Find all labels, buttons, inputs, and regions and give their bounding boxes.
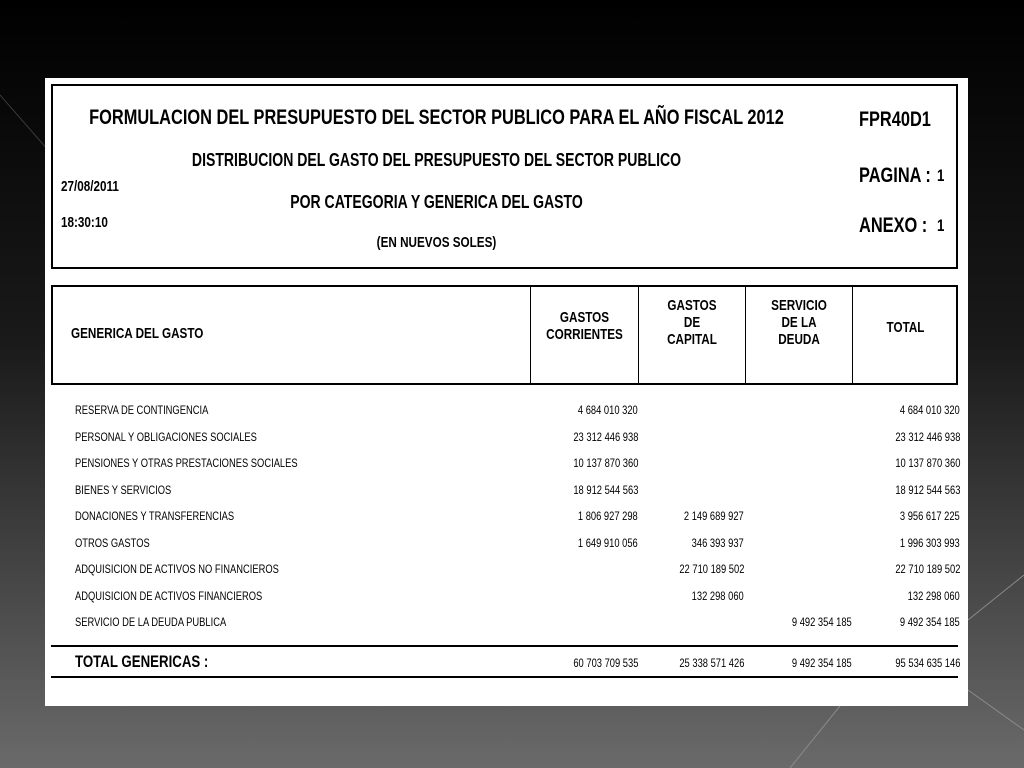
column-header-capital: GASTOS DE CAPITAL: [667, 297, 717, 348]
report-subtitle-3: (EN NUEVOS SOLES): [376, 234, 497, 251]
table-row: [45, 456, 968, 476]
row-value-total: 4 684 010 320: [900, 403, 960, 417]
row-label: PENSIONES Y OTRAS PRESTACIONES SOCIALES: [75, 456, 298, 470]
report-page: [45, 78, 968, 706]
table-row: [45, 403, 968, 423]
page-label: PAGINA :: [859, 164, 931, 187]
column-header-current: GASTOS CORRIENTES: [546, 309, 623, 343]
row-label: OTROS GASTOS: [75, 535, 150, 550]
totals-label: TOTAL GENERICAS :: [75, 652, 209, 671]
row-label: ADQUISICION DE ACTIVOS FINANCIEROS: [75, 588, 263, 603]
row-value-total: 23 312 446 938: [894, 429, 960, 444]
report-date: 27/08/2011: [61, 178, 119, 195]
annex-label: ANEXO :: [859, 214, 928, 237]
row-value-debt: 9 492 354 185: [792, 615, 852, 629]
row-value-capital: 2 149 689 927: [684, 509, 744, 523]
report-subtitle-1: DISTRIBUCION DEL GASTO DEL PRESUPUESTO DEL SECTOR PUBLICO: [191, 150, 682, 170]
row-value-total: 9 492 354 185: [900, 615, 960, 629]
report-title: FORMULACION DEL PRESUPUESTO DEL SECTOR PUBLICO PARA EL AÑO FISCAL 2012: [89, 106, 784, 129]
table-row: [45, 483, 968, 503]
row-label: DONACIONES Y TRANSFERENCIAS: [75, 509, 235, 523]
totals-debt: 9 492 354 185: [792, 656, 852, 670]
column-header-generic: GENERICA DEL GASTO: [71, 325, 204, 342]
row-value-total: 3 956 617 225: [900, 509, 960, 523]
total-separator-top: [51, 645, 958, 647]
row-value-total: 18 912 544 563: [894, 482, 960, 497]
table-row: [45, 589, 968, 609]
row-value-capital: 132 298 060: [691, 588, 744, 603]
column-divider: [745, 287, 746, 383]
row-label: BIENES Y SERVICIOS: [75, 482, 172, 497]
table-row: [45, 430, 968, 450]
row-value-capital: 346 393 937: [691, 535, 744, 550]
report-time: 18:30:10: [61, 214, 108, 231]
column-divider: [530, 287, 531, 383]
report-header-box: [51, 84, 958, 269]
column-header-box: [51, 285, 958, 385]
column-header-debt: SERVICIO DE LA DEUDA: [771, 297, 827, 348]
table-row: [45, 615, 968, 635]
row-value-total: 132 298 060: [907, 588, 960, 603]
row-value-total: 22 710 189 502: [894, 562, 960, 576]
row-value-current: 10 137 870 360: [572, 456, 638, 470]
report-code: FPR40D1: [859, 108, 931, 131]
column-header-total: TOTAL: [886, 319, 925, 336]
row-label: ADQUISICION DE ACTIVOS NO FINANCIEROS: [75, 562, 279, 576]
row-value-total: 1 996 303 993: [900, 535, 960, 550]
row-value-current: 23 312 446 938: [572, 429, 638, 444]
column-divider: [852, 287, 853, 383]
table-row: [45, 536, 968, 556]
totals-total: 95 534 635 146: [894, 656, 960, 670]
total-separator-bottom: [51, 676, 958, 678]
table-row: [45, 509, 968, 529]
row-value-current: 18 912 544 563: [572, 482, 638, 497]
totals-capital: 25 338 571 426: [678, 656, 744, 670]
table-row: [45, 562, 968, 582]
report-subtitle-2: POR CATEGORIA Y GENERICA DEL GASTO: [290, 192, 583, 212]
row-value-total: 10 137 870 360: [894, 456, 960, 470]
row-value-current: 4 684 010 320: [578, 403, 638, 417]
totals-row: [45, 656, 968, 676]
row-value-current: 1 806 927 298: [578, 509, 638, 523]
row-label: RESERVA DE CONTINGENCIA: [75, 403, 209, 417]
row-label: PERSONAL Y OBLIGACIONES SOCIALES: [75, 429, 257, 444]
annex-value: 1: [937, 216, 945, 235]
row-value-capital: 22 710 189 502: [678, 562, 744, 576]
page-value: 1: [937, 166, 945, 185]
row-label: SERVICIO DE LA DEUDA PUBLICA: [75, 615, 227, 629]
row-value-current: 1 649 910 056: [578, 535, 638, 550]
totals-current: 60 703 709 535: [572, 656, 638, 670]
column-divider: [638, 287, 639, 383]
